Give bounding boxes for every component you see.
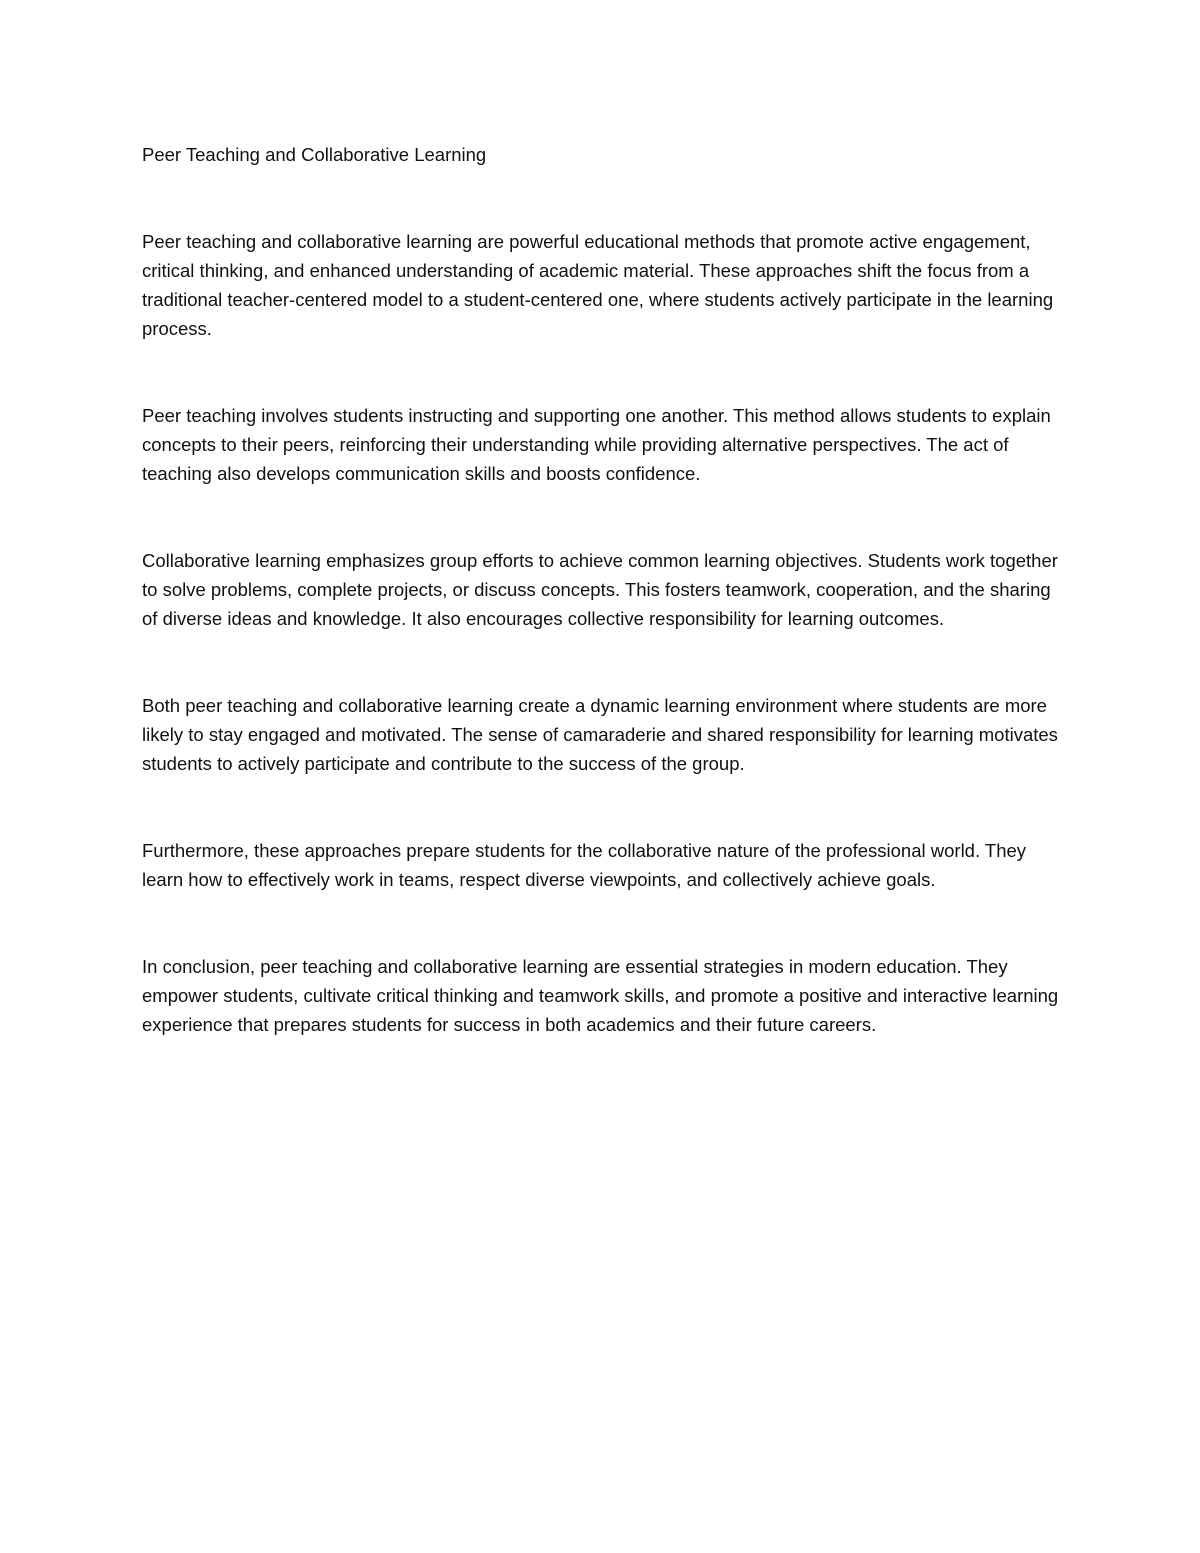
document-title: Peer Teaching and Collaborative Learning <box>142 144 487 165</box>
paragraph-professional-world: Furthermore, these approaches prepare students for the collaborative nature of the professional world. They learn how to effectively work in teams, respect diverse viewpoints, and collectively achieve goals. <box>142 840 1027 890</box>
paragraph-conclusion: In conclusion, peer teaching and collaborative learning are essential strategies in modern education. They empower students, cultivate critical thinking and teamwork skills, and promote a positive and interactive learning experience that prepares students for success in both academics and their future careers. <box>142 956 1059 1035</box>
paragraph-engagement: Both peer teaching and collaborative learning create a dynamic learning environment where students are more likely to stay engaged and motivated. The sense of camaraderie and shared responsibility for learning motivates students to actively participate and contribute to the success of the group. <box>142 695 1058 774</box>
paragraph-intro: Peer teaching and collaborative learning are powerful educational methods that promote active engagement, critical thinking, and enhanced understanding of academic material. These approaches shift the focus from a traditional teacher-centered model to a student-centered one, where students actively participate in the learning process. <box>142 231 1054 339</box>
paragraph-collaborative-learning: Collaborative learning emphasizes group efforts to achieve common learning objectives. Students work together to solve problems, complete projects, or discuss concepts. This fosters teamwork, cooperation, and the sharing of diverse ideas and knowledge. It also encourages collective responsibility for learning outcomes. <box>142 550 1058 629</box>
document-body <box>142 140 1062 1039</box>
paragraph-peer-teaching: Peer teaching involves students instructing and supporting one another. This method allows students to explain concepts to their peers, reinforcing their understanding while providing alternative perspectives. The act of teaching also develops communication skills and boosts confidence. <box>142 405 1051 484</box>
